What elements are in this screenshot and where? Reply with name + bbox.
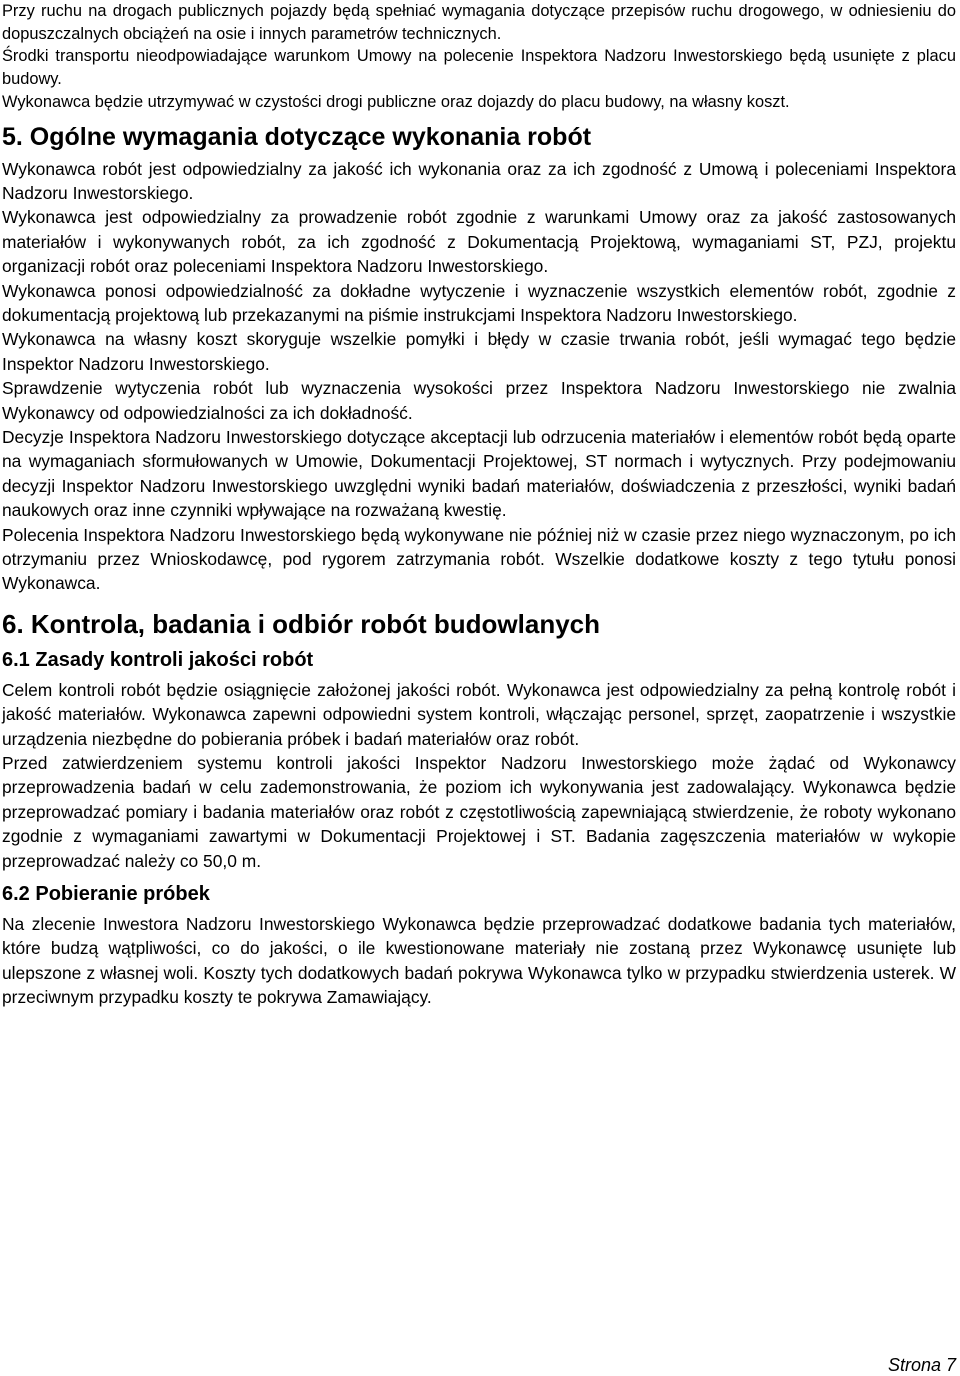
section-5-paragraph-1: Wykonawca robót jest odpowiedzialny za jakość ich wykonania oraz za ich zgodność z Umową i poleceniami Inspektora Nadzoru Inwestorskiego.	[2, 158, 956, 203]
section-5-heading: 5. Ogólne wymagania dotyczące wykonania robót	[2, 122, 592, 151]
section-5-paragraph-2: Wykonawca jest odpowiedzialny za prowadzenie robót zgodnie z warunkami Umowy oraz za jakość zastosowanych materiałów i wykonywanych robót, za ich zgodność z Dokumentacją Projektową, wymaganiami ST, PZJ, projektu organizacji robót oraz poleceniami Inspektora Nadzoru Inwestorskiego.	[2, 207, 956, 277]
section-5-paragraph-3: Wykonawca ponosi odpowiedzialność za dokładne wytyczenie i wyznaczenie wszystkich elementów robót, zgodnie z dokumentacją projektową lub przekazanymi na piśmie instrukcjami Inspektora Nadzoru Inwestorskiego.	[2, 280, 956, 325]
section-5	[2, 122, 956, 596]
section-6-heading: 6. Kontrola, badania i odbiór robót budowlanych	[2, 608, 601, 639]
section-5-paragraph-7: Polecenia Inspektora Nadzoru Inwestorskiego będą wykonywane nie później niż w czasie przez niego wyznaczonym, po ich otrzymaniu przez Wnioskodawcę, pod rygorem zatrzymania robót. Wszelkie dodatkowe koszty z tego tytułu ponosi Wykonawca.	[2, 524, 956, 594]
section-6-1-paragraph-1: Celem kontroli robót będzie osiągnięcie założonej jakości robót. Wykonawca jest odpowiedzialny za pełną kontrolę robót i jakość materiałów. Wykonawca zapewni odpowiedni system kontroli, włączając personel, sprzęt, zaopatrzenie i wszystkie urządzenia niezbędne do pobierania próbek i badań materiałów oraz robót.	[2, 679, 956, 749]
section-5-paragraph-4: Wykonawca na własny koszt skoryguje wszelkie pomyłki i błędy w czasie trwania robót, jeśli wymagać tego będzie Inspektor Nadzoru Inwestorskiego.	[2, 329, 956, 374]
intro-paragraph-2: Środki transportu nieodpowiadające warunkom Umowy na polecenie Inspektora Nadzoru Inwestorskiego będą usunięte z placu budowy.	[2, 47, 956, 89]
section-6-1-paragraph-2: Przed zatwierdzeniem systemu kontroli jakości Inspektor Nadzoru Inwestorskiego może żądać od Wykonawcy przeprowadzenia badań w celu zademonstrowania, że poziom ich wykonywania jest zadowalający. Wykonawca będzie przeprowadzać pomiary i badania materiałów oraz robót z częstotliwością zapewniającą stwierdzenie, że roboty wykonano zgodnie z wymaganiami zawartymi w Dokumentacji Projektowej i ST. Badania zagęszczenia materiałów w wykopie przeprowadzać należy co 50,0 m.	[2, 753, 956, 871]
section-5-paragraph-5: Sprawdzenie wytyczenia robót lub wyznaczenia wysokości przez Inspektora Nadzoru Inwestorskiego nie zwalnia Wykonawcy od odpowiedzialności za ich dokładność.	[2, 378, 956, 423]
intro-paragraph-3: Wykonawca będzie utrzymywać w czystości drogi publiczne oraz dojazdy do placu budowy, na własny koszt.	[2, 92, 790, 111]
intro-paragraph-1: Przy ruchu na drogach publicznych pojazdy będą spełniać wymagania dotyczące przepisów ruchu drogowego, w odniesieniu do dopuszczalnych obciążeń na osie i innych parametrów technicznych.	[2, 2, 956, 43]
section-6-2-paragraph-1: Na zlecenie Inwestora Nadzoru Inwestorskiego Wykonawca będzie przeprowadzać dodatkowe badania tych materiałów, które budzą wątpliwości, co do jakości, o ile kwestionowane materiały nie zostaną przez Wykonawcę usunięte lub ulepszone z własnej woli. Koszty tych dodatkowych badań pokrywa Wykonawca tylko w przypadku stwierdzenia usterek. W przeciwnym przypadku koszty te pokrywa Zamawiający.	[2, 914, 956, 1008]
document-page	[2, 0, 956, 1010]
section-6	[2, 609, 956, 1010]
page-number: Strona 7	[887, 1355, 956, 1375]
intro-section	[2, 0, 956, 114]
section-5-paragraph-6: Decyzje Inspektora Nadzoru Inwestorskiego dotyczące akceptacji lub odrzucenia materiałów i elementów robót będą oparte na wymaganiach sformułowanych w Umowie, Dokumentacji Projektowej, ST normach i wytycznych. Przy podejmowaniu decyzji Inspektor Nadzoru Inwestorskiego uwzględni wyniki badań materiałów, doświadczenia z przeszłości, wyniki badań naukowych oraz inne czynniki wpływające na rozważaną kwestię.	[2, 426, 956, 521]
section-6-1-heading: 6.1 Zasady kontroli jakości robót	[2, 648, 314, 671]
section-6-2-heading: 6.2 Pobieranie próbek	[2, 883, 210, 906]
